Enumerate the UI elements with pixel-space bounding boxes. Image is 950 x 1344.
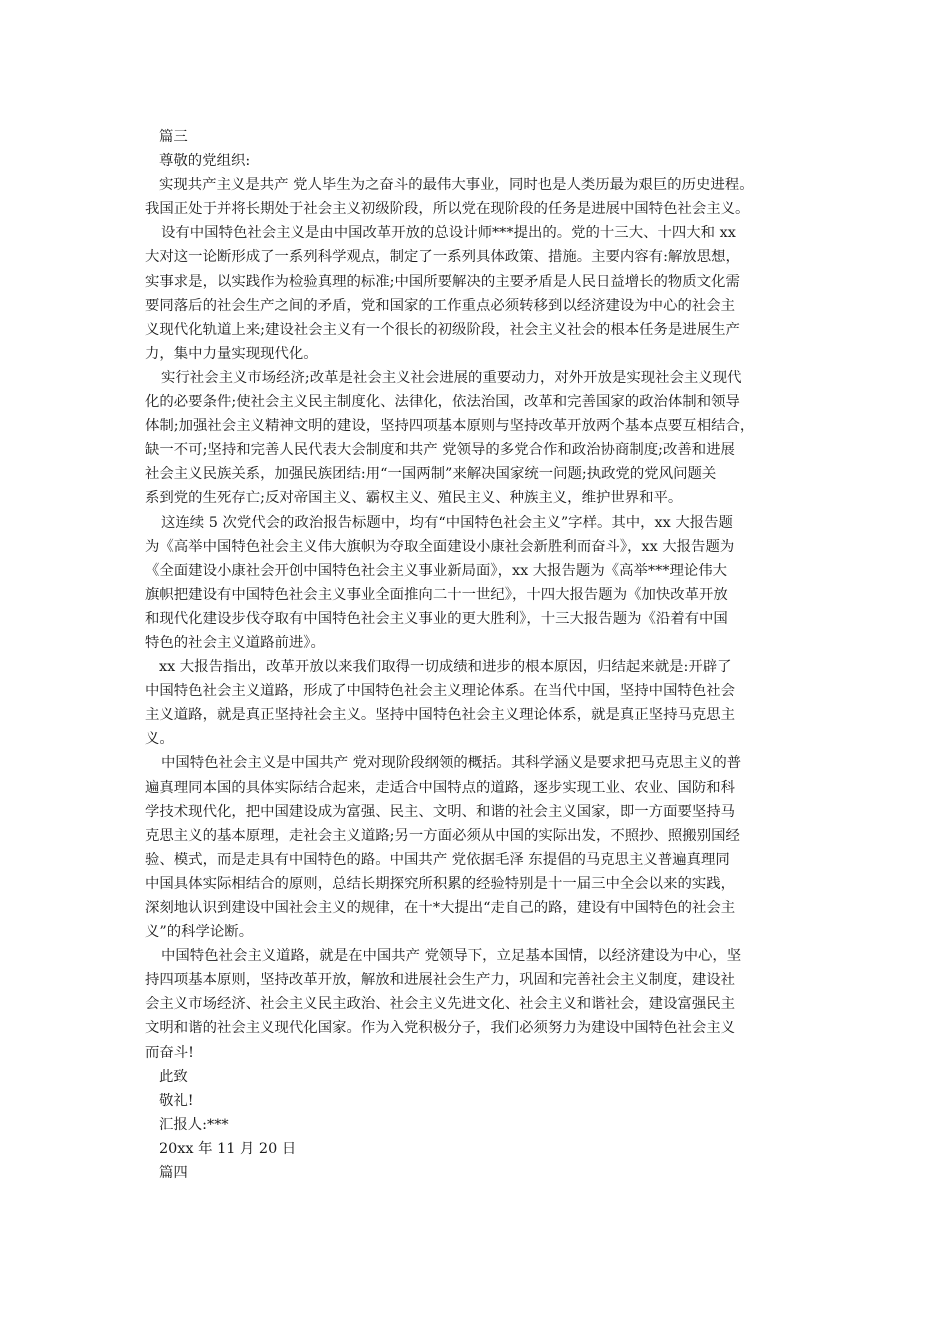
document-body <box>145 125 825 1185</box>
paragraph-2-line: 设有中国特色社会主义是由中国改革开放的总设计师***提出的。党的十三大、十四大和 xx <box>161 225 736 242</box>
paragraph-2-line: 义现代化轨道上来;建设社会主义有一个很长的初级阶段，社会主义社会的根本任务是进展生产 <box>145 321 740 338</box>
paragraph-2-line: 力，集中力量实现现代化。 <box>145 345 318 362</box>
reporter-line: 汇报人:*** <box>159 1116 229 1133</box>
paragraph-6-line: 验、模式，而是走具有中国特色的路。中国共产 党依据毛泽 东提倡的马克思主义普遍真理同 <box>145 851 730 868</box>
paragraph-1-line: 我国正处于并将长期处于社会主义初级阶段，所以党在现阶段的任务是进展中国特色社会主义。 <box>145 201 750 218</box>
paragraph-5-line: 主义道路，就是真正坚持社会主义。坚持中国特色社会主义理论体系，就是真正坚持马克思主 <box>145 707 736 724</box>
paragraph-6-line: 中国具体实际相结合的原则，总结长期探究所积累的经验特别是十一届三中全会以来的实践， <box>145 875 736 892</box>
paragraph-3-line: 缺一不可;坚持和完善人民代表大会制度和共产 党领导的多党合作和政治协商制度;改善和进展 <box>145 442 735 459</box>
next-section-heading: 篇四 <box>159 1165 188 1182</box>
paragraph-5-line: xx 大报告指出，改革开放以来我们取得一切成绩和进步的根本原因，归结起来就是:开辟了 <box>159 659 732 676</box>
section-heading: 篇三 <box>159 129 188 145</box>
paragraph-7-line: 文明和谐的社会主义现代化国家。作为入党积极分子，我们必须努力为建设中国特色社会主义 <box>145 1020 736 1037</box>
paragraph-2-line: 大对这一论断形成了一系列科学观点，制定了一系列具体政策、措施。主要内容有:解放思想， <box>145 249 740 266</box>
paragraph-6-line: 中国特色社会主义是中国共产 党对现阶段纲领的概括。其科学涵义是要求把马克思主义的普 <box>161 755 742 772</box>
paragraph-3-line: 实行社会主义市场经济;改革是社会主义社会进展的重要动力，对外开放是实现社会主义现代 <box>161 369 742 386</box>
paragraph-3-line: 体制;加强社会主义精神文明的建设，坚持四项基本原则与坚持改革开放两个基本点要互相结合， <box>145 418 755 435</box>
paragraph-7-line: 中国特色社会主义道路，就是在中国共产 党领导下，立足基本国情，以经济建设为中心，坚 <box>161 948 742 965</box>
paragraph-5-line: 中国特色社会主义道路，形成了中国特色社会主义理论体系。在当代中国，坚持中国特色社会 <box>145 683 736 700</box>
paragraph-6-line: 遍真理同本国的具体实际结合起来，走适合中国特点的道路，逐步实现工业、农业、国防和科 <box>145 779 736 796</box>
date-line: 20xx 年 11 月 20 日 <box>159 1140 297 1157</box>
paragraph-6-line: 深刻地认识到建设中国社会主义的规律，在十*大提出“走自己的路，建设有中国特色的社会主 <box>145 900 736 916</box>
paragraph-3-line: 社会主义民族关系，加强民族团结:用“一国两制”来解决国家统一问题;执政党的党风问题关 <box>145 466 717 483</box>
salutation: 尊敬的党组织: <box>159 153 251 170</box>
paragraph-6-line: 克思主义的基本原理，走社会主义道路;另一方面必须从中国的实际出发，不照抄、照搬别国经 <box>145 827 740 844</box>
paragraph-6-line: 义”的科学论断。 <box>145 924 254 941</box>
paragraph-6-line: 学技术现代化，把中国建设成为富强、民主、文明、和谐的社会主义国家，即一方面要坚持马 <box>145 803 736 820</box>
paragraph-2-line: 实事求是，以实践作为检验真理的标准;中国所要解决的主要矛盾是人民日益增长的物质文化需 <box>145 273 740 290</box>
paragraph-4-line: 《全面建设小康社会开创中国特色社会主义事业新局面》，xx 大报告题为《高举***理论伟大 <box>145 562 728 579</box>
paragraph-5-line: 义。 <box>145 731 174 748</box>
paragraph-4-line: 特色的社会主义道路前进》。 <box>145 634 325 651</box>
regards-line: 敬礼! <box>159 1092 194 1109</box>
paragraph-4-line: 这连续 5 次党代会的政治报告标题中，均有“中国特色社会主义”字样。其中，xx 大报告题 <box>161 514 733 531</box>
paragraph-3-line: 系到党的生死存亡;反对帝国主义、霸权主义、殖民主义、种族主义，维护世界和平。 <box>145 490 683 507</box>
paragraph-7-line: 会主义市场经济、社会主义民主政治、社会主义先进文化、社会主义和谐社会，建设富强民主 <box>145 996 736 1013</box>
paragraph-4-line: 为《高举中国特色社会主义伟大旗帜为夺取全面建设小康社会新胜利而奋斗》，xx 大报告题为 <box>145 538 735 555</box>
paragraph-4-line: 和现代化建设步伐夺取有中国特色社会主义事业的更大胜利》，十三大报告题为《沿着有中国 <box>145 610 728 627</box>
closing-line: 此致 <box>159 1068 188 1085</box>
paragraph-7-line: 而奋斗! <box>145 1044 194 1061</box>
paragraph-1-line: 实现共产主义是共产 党人毕生为之奋斗的最伟大事业，同时也是人类历最为艰巨的历史进程。 <box>159 177 754 194</box>
paragraph-4-line: 旗帜把建设有中国特色社会主义事业全面推向二十一世纪》，十四大报告题为《加快改革开放 <box>145 586 728 603</box>
paragraph-2-line: 要同落后的社会生产之间的矛盾，党和国家的工作重点必须转移到以经济建设为中心的社会主 <box>145 297 736 314</box>
paragraph-3-line: 化的必要条件;使社会主义民主制度化、法律化，依法治国，改革和完善国家的政治体制和领导 <box>145 394 740 411</box>
paragraph-7-line: 持四项基本原则，坚持改革开放，解放和进展社会生产力，巩固和完善社会主义制度，建设社 <box>145 972 736 989</box>
